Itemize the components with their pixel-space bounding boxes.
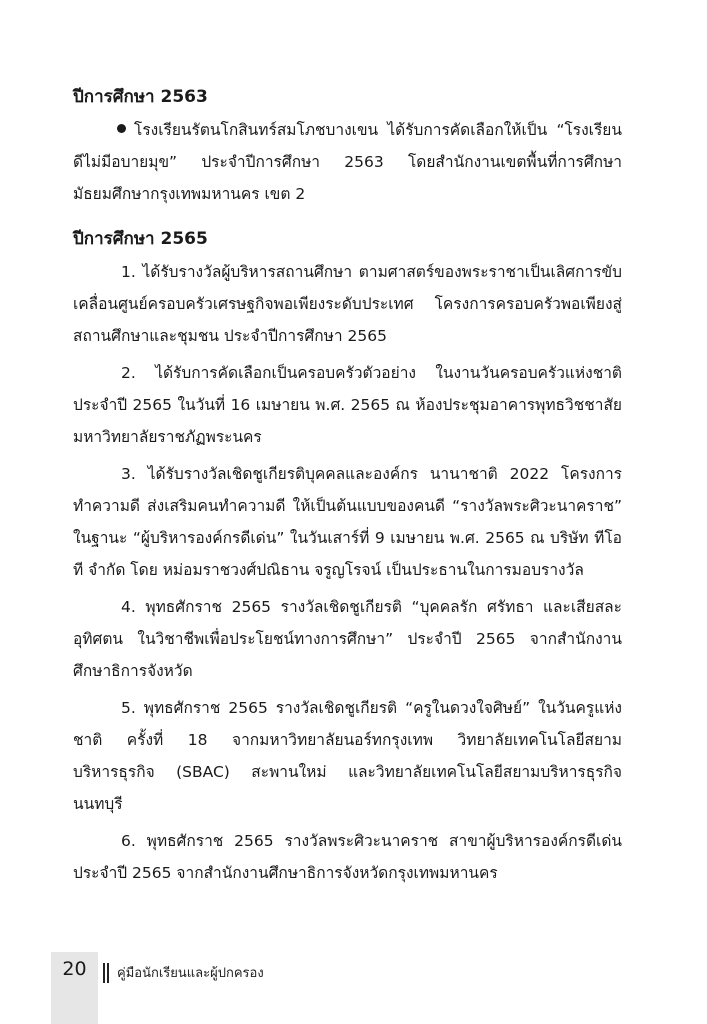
section-title-2565: ปีการศึกษา 2565 (73, 229, 208, 249)
bullet-paragraph (73, 114, 622, 210)
footer-book-title: คู่มือนักเรียนและผู้ปกครอง (117, 966, 264, 981)
bullet-icon (117, 124, 126, 133)
page-number: 20 (62, 958, 87, 980)
page-footer (0, 952, 707, 1024)
page-content (73, 80, 622, 894)
footer-divider-icon (103, 963, 111, 983)
bullet-text: โรงเรียนรัตนโกสินทร์สมโภชบางเขน ได้รับการคัดเลือกให้เป็น “โรงเรียนดีไม่มีอบายมุข” ประจำปีการศึกษา 2563 โดยสำนักงานเขตพื้นที่การศึกษามัธยมศึกษากรุงเทพมหานคร เขต 2 (73, 121, 622, 203)
list-item-3: 3. ได้รับรางวัลเชิดชูเกียรติบุคคลและองค์กร นานาชาติ 2022 โครงการทำความดี ส่งเสริมคนทำความดี ให้เป็นต้นแบบของคนดี “รางวัลพระศิวะนาคราช” ในฐานะ “ผู้บริหารองค์กรดีเด่น” ในวันเสาร์ที่ 9 เมษายน พ.ศ. 2565 ณ บริษัท ทีโอที จำกัด โดย หม่อมราชวงศ์ปณิธาน จรูญโรจน์ เป็นประธานในการมอบรางวัล (73, 465, 622, 579)
list-item-2: 2. ได้รับการคัดเลือกเป็นครอบครัวตัวอย่าง ในงานวันครอบครัวแห่งชาติประจำปี 2565 ในวันที่ 16 เมษายน พ.ศ. 2565 ณ ห้องประชุมอาคารพุทธวิชชาสัย มหาวิทยาลัยราชภัฏพระนคร (73, 364, 622, 446)
section-title-2563: ปีการศึกษา 2563 (73, 87, 208, 107)
section-spacer (73, 210, 622, 222)
list-item-6: 6. พุทธศักราช 2565 รางวัลพระศิวะนาคราช สาขาผู้บริหารองค์กรดีเด่น ประจำปี 2565 จากสำนักงานศึกษาธิการจังหวัดกรุงเทพมหานคร (73, 832, 622, 882)
list-item-1: 1. ได้รับรางวัลผู้บริหารสถานศึกษา ตามศาสตร์ของพระราชาเป็นเลิศการขับเคลื่อนศูนย์ครอบครัวเศรษฐกิจพอเพียงระดับประเทศ โครงการครอบครัวพอเพียงสู่สถานศึกษาและชุมชน ประจำปีการศึกษา 2565 (73, 263, 622, 345)
list-item-4: 4. พุทธศักราช 2565 รางวัลเชิดชูเกียรติ “บุคคลรัก ศรัทธา และเสียสละ อุทิศตน ในวิชาชีพเพื่อประโยชน์ทางการศึกษา” ประจำปี 2565 จากสำนักงานศึกษาธิการจังหวัด (73, 598, 622, 680)
list-item-5: 5. พุทธศักราช 2565 รางวัลเชิดชูเกียรติ “ครูในดวงใจศิษย์” ในวันครูแห่งชาติ ครั้งที่ 18 จากมหาวิทยาลัยนอร์ทกรุงเทพ วิทยาลัยเทคโนโลยีสยามบริหารธุรกิจ (SBAC) สะพานใหม่ และวิทยาลัยเทคโนโลยีสยามบริหารธุรกิจ นนทบุรี (73, 699, 622, 813)
